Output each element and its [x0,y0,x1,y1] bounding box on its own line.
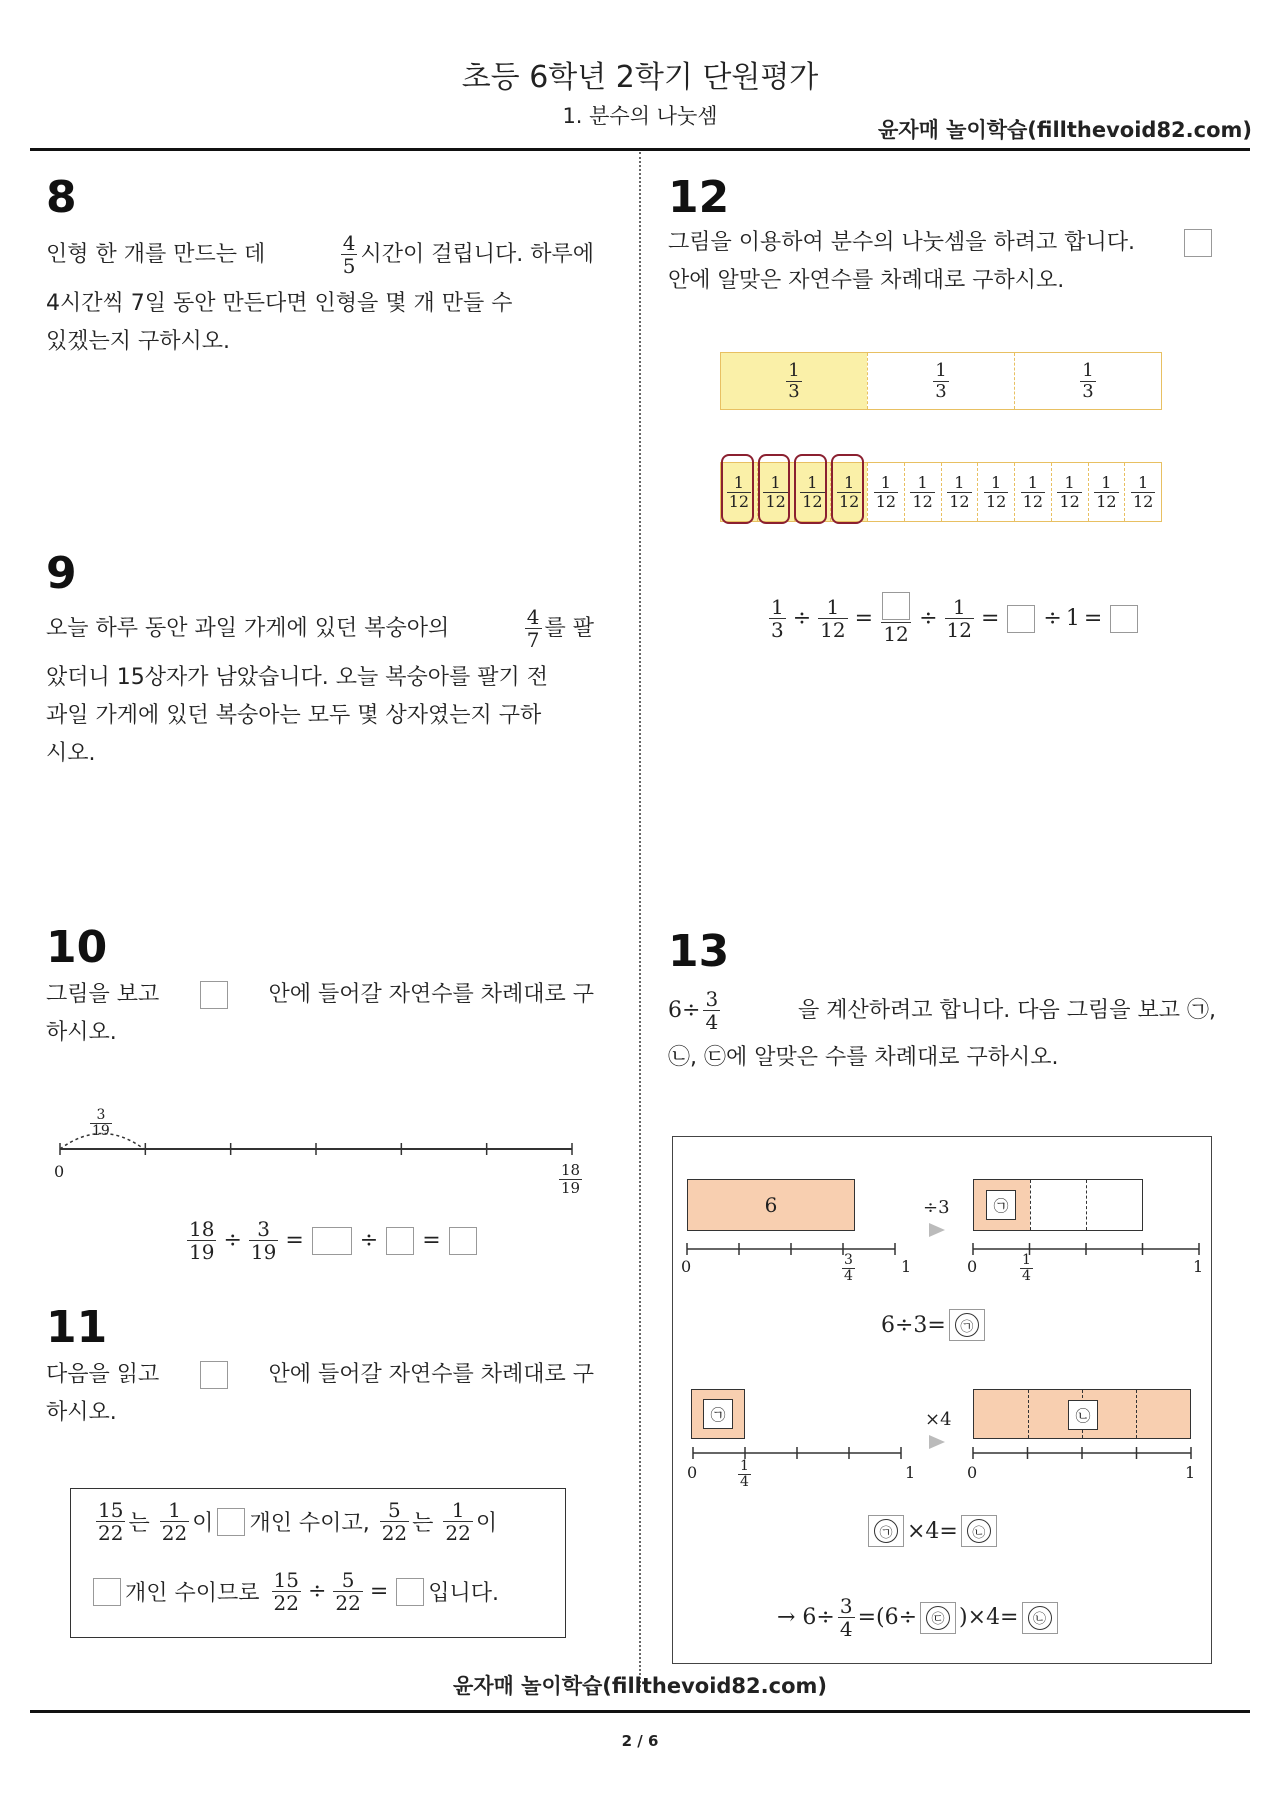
fraction-label: $\frac{1}{12}$ [765,472,786,511]
page-subtitle: 1. 분수의 나눗셈 [562,104,718,128]
question-11-number: 11 [46,1302,108,1353]
tl-frac-3-4: $\frac{3}{4}$ [844,1252,853,1284]
question-9-text: 오늘 하루 동안 과일 가게에 있던 복숭아의 $\frac{4}{7}$ 를 팔 았더니 15상자가 남았습니다. 오늘 복숭아를 팔기 전 과일 가게에 있던 복숭아는 모두 몇 상자였는지 구하 시오. [46,605,594,766]
tr-frac-1-4: $\frac{1}{4}$ [1022,1252,1031,1284]
times4-label: ×4 [925,1409,952,1430]
q13-eq1: 6÷3= ㉠ [881,1309,988,1341]
q13-top-right-line [959,1237,1209,1277]
answer-box [1110,605,1138,633]
twelfths-highlight-rings [720,454,1160,528]
answer-box [217,1508,245,1536]
question-13-number: 13 [668,926,730,977]
question-13-text: 6÷ $\frac{3}{4}$ 을 계산하려고 합니다. 다음 그림을 보고 ㉠, ㉡, ㉢에 알맞은 수를 차례대로 구하시오. [668,987,1216,1070]
highlight-ring [794,454,827,524]
answer-box [386,1227,414,1255]
number-line-q10 [40,1100,600,1200]
answer-box [449,1227,477,1255]
fraction-label: $\frac{1}{12}$ [875,472,897,511]
br-zero: 0 [967,1463,978,1482]
six-bar: 6 [687,1179,855,1231]
page-title: 초등 6학년 2학기 단원평가 [461,60,819,95]
box-circle-2: ㉡ [1068,1400,1098,1430]
box-circle-1: ㉠ [986,1190,1016,1220]
answer-box [396,1578,424,1606]
number-line-zero: 0 [54,1162,65,1181]
question-11-text: 다음을 읽고 안에 들어갈 자연수를 차례대로 구 하시오. [46,1362,594,1425]
fraction-label: $\frac{1}{12}$ [838,472,860,511]
tl-zero: 0 [681,1257,692,1276]
thirds-cell [867,353,1014,409]
q10-equation: $\frac{18}{19}$ ÷ $\frac{3}{19}$ = ÷ = [184,1218,481,1263]
top-right-bar [973,1179,1143,1231]
highlight-ring [721,454,754,524]
bl-frac-1-4: $\frac{1}{4}$ [740,1458,749,1490]
fraction-label: $\frac{1}{3}$ [1082,359,1094,402]
fraction-4-7: $\frac{4}{7}$ [526,605,540,652]
fraction-4-5: $\frac{4}{5}$ [342,231,356,278]
fraction-label: $\frac{1}{12}$ [802,472,823,511]
fraction-label: $\frac{1}{3}$ [788,359,800,402]
thirds-bar [720,352,1162,410]
arrow-right-icon [929,1223,945,1237]
fraction-label: $\frac{1}{3}$ [935,359,947,402]
question-10-number: 10 [46,922,108,973]
tr-zero: 0 [967,1257,978,1276]
q13-bottom-left-line [673,1441,916,1482]
footer-rule [30,1710,1250,1713]
question-10-text: 그림을 보고 안에 들어갈 자연수를 차례대로 구 하시오. [46,982,594,1045]
q13-diagram-frame [672,1136,1212,1664]
q13-eq3: → 6÷ $\frac{3}{4}$ =(6÷ ㉢ )×4= ㉡ [777,1595,1061,1640]
q11-statement-box: $\frac{15}{22}$ 는 $\frac{1}{22}$ 이 개인 수이고, $\frac{5}{22}$ 는 $\frac{1}{22}$ 이 개인 수이므로 $\frac{15}{22}$ ÷ $\frac{5}{22}$ = 입니다. [70,1488,566,1638]
arc-label-3-19: $\frac{3}{19}$ [92,1107,110,1139]
q13-top-left-line [673,1237,913,1277]
highlight-ring [831,454,864,524]
page-number: 2 / 6 [621,1732,659,1750]
br-one: 1 [1185,1463,1196,1482]
fraction-label: $\frac{1}{12}$ [912,472,933,511]
answer-box [1184,229,1212,257]
answer-box [1007,605,1035,633]
q12-equation: $\frac{1}{3}$ ÷ $\frac{1}{12}$ = 12 ÷ $\frac{1}{12}$ = ÷ 1 = [766,592,1142,645]
answer-box [200,1361,228,1389]
question-12-number: 12 [668,172,730,223]
question-9-number: 9 [46,548,77,599]
question-8-text: 인형 한 개를 만드는 데 $\frac{4}{5}$ 시간이 걸립니다. 하루에 4시간씩 7일 동안 만든다면 인형을 몇 개 만들 수 있겠는지 구하시오. [46,231,594,354]
header-rule [30,148,1250,151]
div3-label: ÷3 [923,1197,950,1218]
q13-bottom-right-line [959,1441,1209,1481]
thirds-cell [721,353,867,409]
answer-box [93,1578,121,1606]
fraction-label: $\frac{1}{12}$ [1022,472,1044,511]
answer-box [882,592,910,620]
box-circle-1b: ㉠ [703,1399,733,1429]
bottom-left-bar [691,1389,745,1439]
question-12-text: 그림을 이용하여 분수의 나눗셈을 하려고 합니다. 안에 알맞은 자연수를 차례대로 구하시오. [668,224,1216,300]
number-line-end-label: $\frac{18}{19}$ [561,1161,581,1197]
highlight-ring [758,454,791,524]
fraction-label: $\frac{1}{12}$ [949,472,970,511]
fraction-label: $\frac{1}{12}$ [1059,472,1080,511]
tl-one: 1 [901,1257,912,1276]
tr-one: 1 [1193,1257,1204,1276]
arrow-right-icon [929,1435,945,1449]
question-8-number: 8 [46,172,77,223]
footer-brand: 윤자매 놀이학습(fillthevoid82.com) [452,1674,827,1698]
header-brand: 윤자매 놀이학습(fillthevoid82.com) [878,118,1253,142]
fraction-label: $\frac{1}{12}$ [1096,472,1117,511]
q13-eq2: ㉠ ×4= ㉡ [865,1515,1000,1547]
bottom-right-bar [973,1389,1191,1439]
bl-one: 1 [905,1463,916,1482]
column-divider [639,152,641,1687]
thirds-cell [1014,353,1161,409]
fraction-label: $\frac{1}{12}$ [985,472,1007,511]
bl-zero: 0 [687,1463,698,1482]
fraction-label: $\frac{1}{12}$ [728,472,750,511]
answer-box [200,981,228,1009]
answer-box [312,1227,352,1255]
fraction-label: $\frac{1}{12}$ [1132,472,1154,511]
